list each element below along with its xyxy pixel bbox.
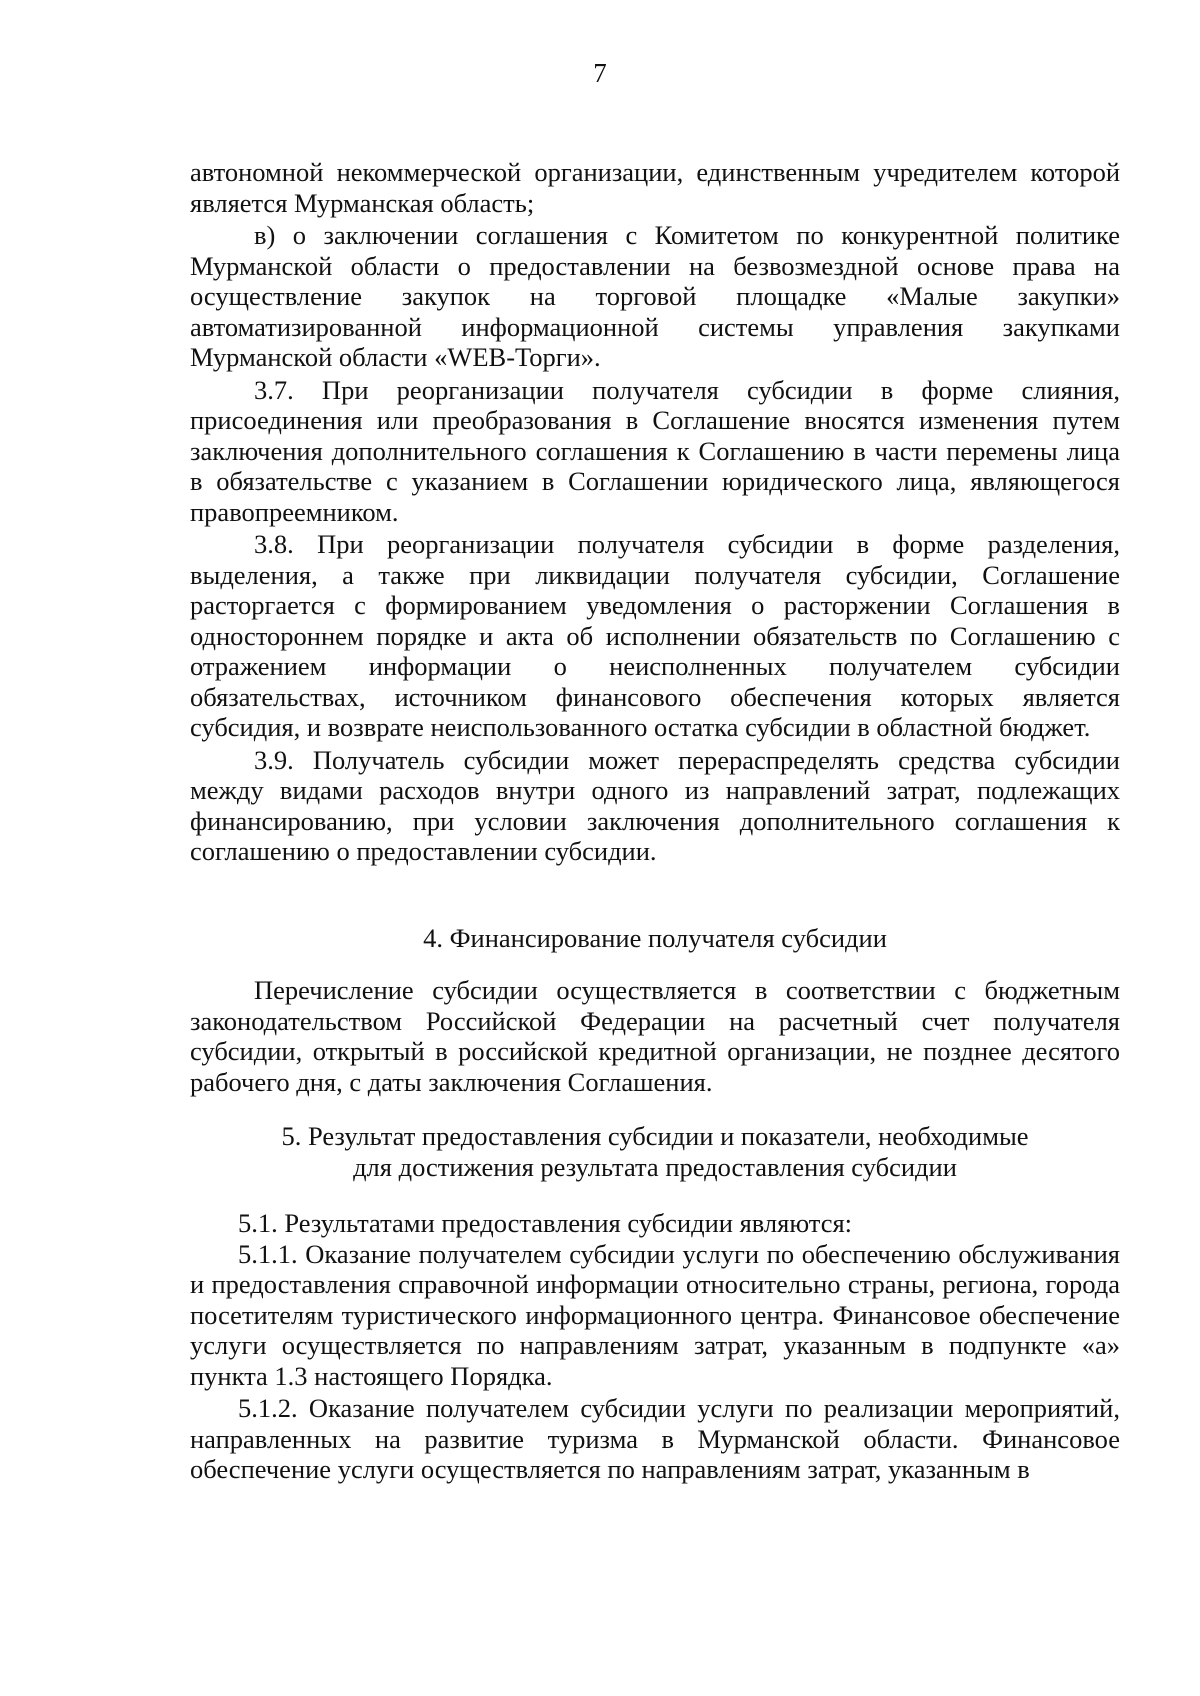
paragraph-continuation: автономной некоммерческой организации, единственным учредителем которой является Мурманская область; [190, 157, 1120, 218]
paragraph-clause-v: в) о заключении соглашения с Комитетом по конкурентной политике Мурманской области о предоставлении на безвозмездной основе права на осуществление закупок на торговой площадке «Малые закупки» автоматизированной информационной системы управления закупками Мурманской области «WEB-Торги». [190, 220, 1120, 372]
section-5-heading-line2: для достижения результата предоставления субсидии [353, 1151, 957, 1182]
paragraph-3-8: 3.8. При реорганизации получателя субсидии в форме разделения, выделения, а также при ликвидации получателя субсидии, Соглашение расторгается с формированием уведомления о расторжении Соглашения в одностороннем порядке и акта об исполнении обязательств по Соглашению с отражением информации о неисполненных получателем субсидии обязательствах, источником финансового обеспечения которых является субсидия, и возврате неиспользованного остатка субсидии в областной бюджет. [190, 529, 1120, 742]
section-5-heading [190, 1121, 1120, 1182]
section-5-heading-line1: 5. Результат предоставления субсидии и показатели, необходимые [281, 1121, 1029, 1151]
section-4-heading: 4. Финансирование получателя субсидии [423, 922, 887, 953]
paragraph-3-7: 3.7. При реорганизации получателя субсидии в форме слияния, присоединения или преобразования в Соглашение вносятся изменения путем заключения дополнительного соглашения к Соглашению в части перемены лица в обязательстве с указанием в Соглашении юридического лица, являющегося правопреемником. [190, 374, 1120, 527]
paragraph-5-1: 5.1. Результатами предоставления субсидии являются: [238, 1208, 853, 1238]
paragraph-5-1-1: 5.1.1. Оказание получателем субсидии услуги по обеспечению обслуживания и предоставления справочной информации относительно страны, региона, города посетителям туристического информационного центра. Финансовое обеспечение услуги осуществляется по направлениям затрат, указанным в подпункте «а» пункта 1.3 настоящего Порядка. [190, 1238, 1120, 1391]
section-4-paragraph: Перечисление субсидии осуществляется в соответствии с бюджетным законодательством Российской Федерации на расчетный счет получателя субсидии, открытый в российской кредитной организации, не позднее десятого рабочего дня, с даты заключения Соглашения. [190, 975, 1120, 1097]
paragraph-5-1-2: 5.1.2. Оказание получателем субсидии услуги по реализации мероприятий, направленных на развитие туризма в Мурманской области. Финансовое обеспечение услуги осуществляется по направлениям затрат, указанным в [190, 1393, 1120, 1484]
paragraph-3-9: 3.9. Получатель субсидии может перераспределять средства субсидии между видами расходов внутри одного из направлений затрат, подлежащих финансированию, при условии заключения дополнительного соглашения к соглашению о предоставлении субсидии. [190, 744, 1120, 866]
document-body [190, 157, 1120, 1485]
page-number: 7 [593, 58, 607, 88]
